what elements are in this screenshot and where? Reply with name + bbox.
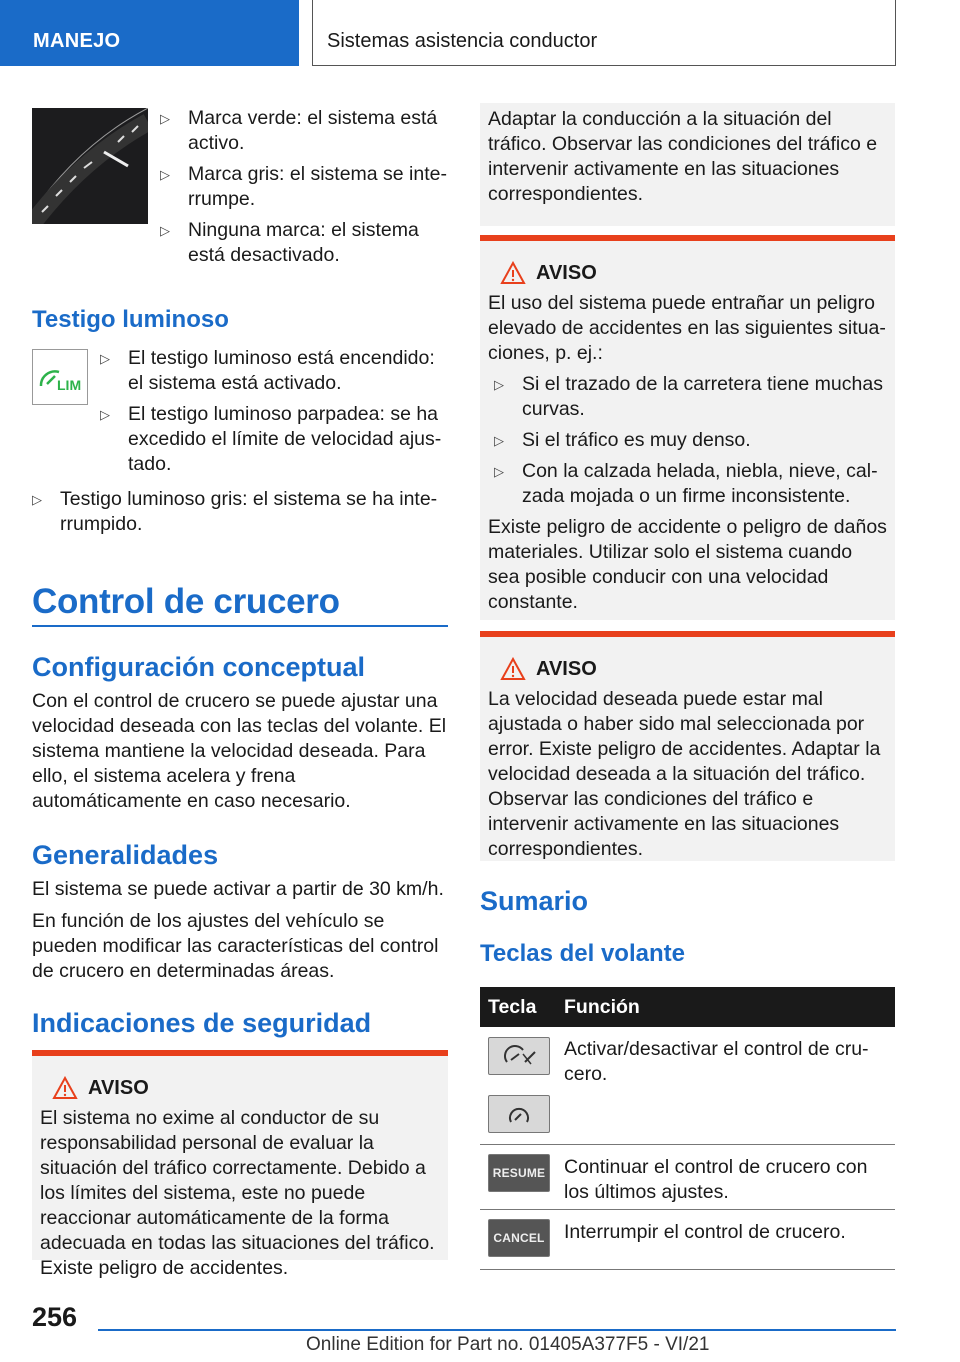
gen-paragraph-1: El sistema se puede activar a partir de 30 km/h. <box>32 878 444 900</box>
note-text: Adaptar la conducción a la situación del tráfico. Observar las condiciones del tráfico e intervenir activamente en las situaciones correspondientes. <box>488 108 878 205</box>
testigo-heading: Testigo luminoso <box>32 306 229 333</box>
resume-key-icon <box>488 1154 550 1192</box>
chapter-tab <box>312 0 896 66</box>
warning-triangle-icon <box>500 261 526 285</box>
footer-divider <box>98 1329 896 1331</box>
section-tab <box>0 0 299 66</box>
warning-title <box>488 657 887 681</box>
list-item: ▷ Testigo luminoso gris: el sistema se ha interrumpido. <box>32 487 450 537</box>
warning-triangle-icon <box>52 1076 78 1100</box>
list-item: ▷ El testigo luminoso está encendido: el sistema está activado. <box>100 346 450 396</box>
testigo-list <box>100 346 450 483</box>
lim-icon-text: LIM <box>57 377 82 393</box>
speedometer-marks-image <box>32 108 148 224</box>
conf-paragraph: Con el control de crucero se puede ajustar una velocidad deseada con las teclas del volante. El sistema mantiene la velocidad deseada. Para ello, el sistema acelera y frena automáticamente en caso necesario. <box>32 690 447 812</box>
section-label: MANEJO <box>33 30 121 52</box>
list-item: ▷ Si el trazado de la carretera tiene muchas curvas. <box>494 372 887 422</box>
gen-paragraph-2: En función de los ajustes del vehículo se pueden modificar las características del control de crucero en determinadas áreas. <box>32 910 439 982</box>
lim-indicator-icon <box>32 349 88 405</box>
warning-title <box>40 1076 440 1100</box>
list-item: ▷ Marca gris: el sistema se interrumpe. <box>160 162 450 212</box>
warning-text: La velocidad deseada puede estar mal ajustada o haber sido mal seleccionada por error. Existe peligro de accidentes. Adaptar la velocidad deseada a la situación del tráfico. Observar las condiciones del tráfico e intervenir activamente en las situaciones correspondientes. <box>488 688 881 860</box>
column-header-function: Función <box>564 996 640 1018</box>
teclas-heading: Teclas del volante <box>480 940 685 967</box>
gen-heading: Generalidades <box>32 840 219 870</box>
warning-box <box>480 235 895 620</box>
warning-box <box>32 1050 448 1279</box>
key-label: CANCEL <box>493 1231 545 1245</box>
footer-edition: Online Edition for Part no. 01405A377F5 - VI/21 <box>306 1334 710 1355</box>
warning-title-text: AVISO <box>536 261 597 284</box>
column-header-key: Tecla <box>488 996 537 1018</box>
keys-table <box>480 987 895 1270</box>
warning-box <box>480 631 895 861</box>
table-row <box>480 1145 895 1210</box>
warning-title-text: AVISO <box>88 1076 149 1099</box>
cancel-key-icon <box>488 1219 550 1257</box>
warning-intro: El uso del sistema puede entrañar un peligro elevado de accidentes en las siguientes situaciones, p. ej.: <box>488 292 886 364</box>
function-text: Continuar el control de crucero con los últimos ajustes. <box>564 1156 868 1203</box>
warning-list <box>488 372 887 509</box>
key-label: RESUME <box>492 1166 546 1180</box>
list-item: ▷ Ninguna marca: el sistema está desactivado. <box>160 218 450 268</box>
title-underline <box>32 625 448 627</box>
table-header <box>480 987 895 1027</box>
list-item: ▷ Si el tráfico es muy denso. <box>494 428 887 453</box>
warning-text: El sistema no exime al conductor de su responsabilidad personal de evaluar la situación del tráfico correctamente. Debido a los límites del sistema, este no puede reaccionar automáticamente de la forma adecuada en todas las situaciones del tráfico. Existe peligro de accidentes. <box>40 1107 435 1279</box>
warning-outro: Existe peligro de accidente o peligro de daños materiales. Utilizar solo el sistema cuando sea posible conducir con una velocidad constante. <box>488 516 887 613</box>
list-item: ▷ Con la calzada helada, niebla, nieve, calzada mojada o un firme inconsistente. <box>494 459 887 509</box>
warning-title-text: AVISO <box>536 657 597 680</box>
display-marks-list <box>160 106 450 274</box>
page-number: 256 <box>32 1302 78 1332</box>
cruise-speed-key-icon <box>488 1095 550 1133</box>
sumario-heading: Sumario <box>480 886 589 916</box>
section-title: Control de crucero <box>32 582 340 621</box>
list-item: ▷ Marca verde: el sistema está activo. <box>160 106 450 156</box>
note-box <box>480 103 895 226</box>
function-text: Interrumpir el control de crucero. <box>564 1221 846 1243</box>
table-row <box>480 1210 895 1270</box>
chapter-label: Sistemas asistencia conductor <box>327 30 598 52</box>
table-row <box>480 1027 895 1145</box>
testigo-gray-list <box>32 487 450 543</box>
warning-triangle-icon <box>500 657 526 681</box>
warning-title <box>488 261 887 285</box>
function-text: Activar/desactivar el control de crucero. <box>564 1038 869 1085</box>
list-item: ▷ El testigo luminoso parpadea: se ha excedido el límite de velocidad ajustado. <box>100 402 450 477</box>
conf-heading: Configuración conceptual <box>32 652 366 682</box>
ind-heading: Indicaciones de seguridad <box>32 1008 372 1038</box>
cruise-toggle-key-icon <box>488 1037 550 1075</box>
